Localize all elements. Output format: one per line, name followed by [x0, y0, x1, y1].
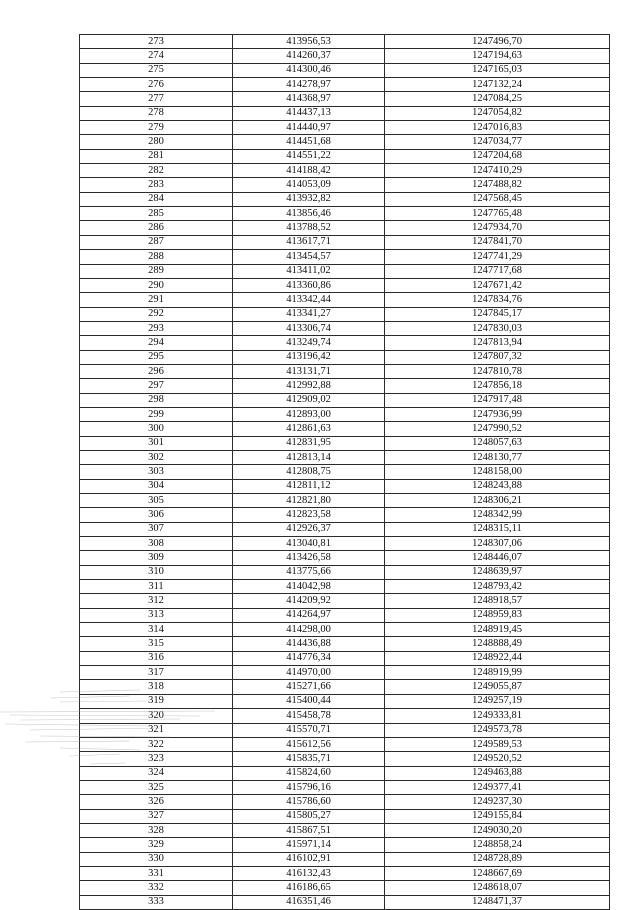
- y-coordinate-cell: 1248728,89: [385, 852, 610, 866]
- table-row: [80, 235, 610, 249]
- point-number-cell: 292: [80, 307, 233, 321]
- point-number-cell: 321: [80, 723, 233, 737]
- x-coordinate-cell: 415835,71: [233, 752, 385, 766]
- point-number-cell: 285: [80, 207, 233, 221]
- table-row: [80, 479, 610, 493]
- x-coordinate-cell: 415271,66: [233, 680, 385, 694]
- point-number-cell: 308: [80, 537, 233, 551]
- x-coordinate-cell: 413411,02: [233, 264, 385, 278]
- table-row: [80, 207, 610, 221]
- point-number-cell: 318: [80, 680, 233, 694]
- table-row: [80, 450, 610, 464]
- point-number-cell: 328: [80, 823, 233, 837]
- y-coordinate-cell: 1248918,57: [385, 594, 610, 608]
- table-row: [80, 321, 610, 335]
- y-coordinate-cell: 1248888,49: [385, 637, 610, 651]
- table-row: [80, 565, 610, 579]
- y-coordinate-cell: 1249377,41: [385, 780, 610, 794]
- x-coordinate-cell: 415805,27: [233, 809, 385, 823]
- x-coordinate-cell: 414551,22: [233, 149, 385, 163]
- point-number-cell: 287: [80, 235, 233, 249]
- table-row: [80, 580, 610, 594]
- x-coordinate-cell: 414776,34: [233, 651, 385, 665]
- y-coordinate-cell: 1248057,63: [385, 436, 610, 450]
- x-coordinate-cell: 412811,12: [233, 479, 385, 493]
- x-coordinate-cell: 414209,92: [233, 594, 385, 608]
- table-row: [80, 594, 610, 608]
- table-row: [80, 35, 610, 49]
- table-row: [80, 866, 610, 880]
- x-coordinate-cell: 414970,00: [233, 666, 385, 680]
- table-row: [80, 852, 610, 866]
- point-number-cell: 325: [80, 780, 233, 794]
- x-coordinate-cell: 413306,74: [233, 321, 385, 335]
- table-row: [80, 264, 610, 278]
- point-number-cell: 282: [80, 164, 233, 178]
- point-number-cell: 275: [80, 63, 233, 77]
- x-coordinate-cell: 414437,13: [233, 106, 385, 120]
- table-row: [80, 364, 610, 378]
- y-coordinate-cell: 1247917,48: [385, 393, 610, 407]
- table-row: [80, 221, 610, 235]
- y-coordinate-cell: 1248639,97: [385, 565, 610, 579]
- y-coordinate-cell: 1247856,18: [385, 379, 610, 393]
- table-row: [80, 336, 610, 350]
- x-coordinate-cell: 412893,00: [233, 407, 385, 421]
- table-row: [80, 407, 610, 421]
- table-row: [80, 838, 610, 852]
- point-number-cell: 291: [80, 293, 233, 307]
- y-coordinate-cell: 1249520,52: [385, 752, 610, 766]
- x-coordinate-cell: 412926,37: [233, 522, 385, 536]
- y-coordinate-cell: 1248158,00: [385, 465, 610, 479]
- point-number-cell: 298: [80, 393, 233, 407]
- point-number-cell: 322: [80, 737, 233, 751]
- x-coordinate-cell: 413341,27: [233, 307, 385, 321]
- y-coordinate-cell: 1247990,52: [385, 422, 610, 436]
- y-coordinate-cell: 1248922,44: [385, 651, 610, 665]
- point-number-cell: 274: [80, 49, 233, 63]
- point-number-cell: 293: [80, 321, 233, 335]
- x-coordinate-cell: 416102,91: [233, 852, 385, 866]
- point-number-cell: 283: [80, 178, 233, 192]
- y-coordinate-cell: 1249257,19: [385, 694, 610, 708]
- point-number-cell: 302: [80, 450, 233, 464]
- point-number-cell: 312: [80, 594, 233, 608]
- point-number-cell: 311: [80, 580, 233, 594]
- x-coordinate-cell: 413360,86: [233, 278, 385, 292]
- x-coordinate-cell: 412831,95: [233, 436, 385, 450]
- point-number-cell: 320: [80, 709, 233, 723]
- point-number-cell: 286: [80, 221, 233, 235]
- table-row: [80, 881, 610, 895]
- x-coordinate-cell: 415400,44: [233, 694, 385, 708]
- x-coordinate-cell: 414042,98: [233, 580, 385, 594]
- y-coordinate-cell: 1249030,20: [385, 823, 610, 837]
- table-row: [80, 78, 610, 92]
- x-coordinate-cell: 416132,43: [233, 866, 385, 880]
- y-coordinate-cell: 1248919,99: [385, 666, 610, 680]
- x-coordinate-cell: 413131,71: [233, 364, 385, 378]
- table-row: [80, 494, 610, 508]
- y-coordinate-cell: 1247830,03: [385, 321, 610, 335]
- table-row: [80, 795, 610, 809]
- stamp-smudge: [0, 684, 215, 784]
- y-coordinate-cell: 1247807,32: [385, 350, 610, 364]
- point-number-cell: 307: [80, 522, 233, 536]
- x-coordinate-cell: 414278,97: [233, 78, 385, 92]
- x-coordinate-cell: 415824,60: [233, 766, 385, 780]
- x-coordinate-cell: 415867,51: [233, 823, 385, 837]
- table-row: [80, 465, 610, 479]
- y-coordinate-cell: 1247054,82: [385, 106, 610, 120]
- y-coordinate-cell: 1247841,70: [385, 235, 610, 249]
- point-number-cell: 314: [80, 623, 233, 637]
- point-number-cell: 276: [80, 78, 233, 92]
- y-coordinate-cell: 1248919,45: [385, 623, 610, 637]
- x-coordinate-cell: 414440,97: [233, 121, 385, 135]
- x-coordinate-cell: 412808,75: [233, 465, 385, 479]
- point-number-cell: 310: [80, 565, 233, 579]
- point-number-cell: 305: [80, 494, 233, 508]
- table-row: [80, 106, 610, 120]
- y-coordinate-cell: 1247488,82: [385, 178, 610, 192]
- y-coordinate-cell: 1248618,07: [385, 881, 610, 895]
- x-coordinate-cell: 413956,53: [233, 35, 385, 49]
- point-number-cell: 323: [80, 752, 233, 766]
- x-coordinate-cell: 415570,71: [233, 723, 385, 737]
- y-coordinate-cell: 1247813,94: [385, 336, 610, 350]
- y-coordinate-cell: 1249333,81: [385, 709, 610, 723]
- point-number-cell: 289: [80, 264, 233, 278]
- table-row: [80, 278, 610, 292]
- point-number-cell: 317: [80, 666, 233, 680]
- y-coordinate-cell: 1247765,48: [385, 207, 610, 221]
- table-row: [80, 164, 610, 178]
- x-coordinate-cell: 414188,42: [233, 164, 385, 178]
- table-row: [80, 623, 610, 637]
- point-number-cell: 330: [80, 852, 233, 866]
- point-number-cell: 333: [80, 895, 233, 909]
- table-row: [80, 393, 610, 407]
- x-coordinate-cell: 414368,97: [233, 92, 385, 106]
- x-coordinate-cell: 413040,81: [233, 537, 385, 551]
- table-row: [80, 422, 610, 436]
- table-row: [80, 666, 610, 680]
- x-coordinate-cell: 414053,09: [233, 178, 385, 192]
- y-coordinate-cell: 1247132,24: [385, 78, 610, 92]
- point-number-cell: 304: [80, 479, 233, 493]
- point-number-cell: 316: [80, 651, 233, 665]
- point-number-cell: 280: [80, 135, 233, 149]
- x-coordinate-cell: 416186,65: [233, 881, 385, 895]
- y-coordinate-cell: 1249155,84: [385, 809, 610, 823]
- table-row: [80, 651, 610, 665]
- y-coordinate-cell: 1249589,53: [385, 737, 610, 751]
- y-coordinate-cell: 1247671,42: [385, 278, 610, 292]
- table-row: [80, 608, 610, 622]
- table-row: [80, 537, 610, 551]
- y-coordinate-cell: 1248342,99: [385, 508, 610, 522]
- y-coordinate-cell: 1247845,17: [385, 307, 610, 321]
- table-row: [80, 350, 610, 364]
- point-number-cell: 297: [80, 379, 233, 393]
- x-coordinate-cell: 412813,14: [233, 450, 385, 464]
- point-number-cell: 281: [80, 149, 233, 163]
- x-coordinate-cell: 413617,71: [233, 235, 385, 249]
- x-coordinate-cell: 414260,37: [233, 49, 385, 63]
- y-coordinate-cell: 1248858,24: [385, 838, 610, 852]
- x-coordinate-cell: 412909,02: [233, 393, 385, 407]
- x-coordinate-cell: 412992,88: [233, 379, 385, 393]
- y-coordinate-cell: 1248793,42: [385, 580, 610, 594]
- x-coordinate-cell: 415612,56: [233, 737, 385, 751]
- x-coordinate-cell: 415971,14: [233, 838, 385, 852]
- y-coordinate-cell: 1247496,70: [385, 35, 610, 49]
- table-row: [80, 551, 610, 565]
- x-coordinate-cell: 413788,52: [233, 221, 385, 235]
- y-coordinate-cell: 1247194,63: [385, 49, 610, 63]
- y-coordinate-cell: 1247934,70: [385, 221, 610, 235]
- table-row: [80, 92, 610, 106]
- y-coordinate-cell: 1248471,37: [385, 895, 610, 909]
- point-number-cell: 300: [80, 422, 233, 436]
- table-row: [80, 49, 610, 63]
- table-row: [80, 637, 610, 651]
- point-number-cell: 294: [80, 336, 233, 350]
- point-number-cell: 306: [80, 508, 233, 522]
- point-number-cell: 309: [80, 551, 233, 565]
- point-number-cell: 278: [80, 106, 233, 120]
- table-row: [80, 895, 610, 909]
- y-coordinate-cell: 1248130,77: [385, 450, 610, 464]
- x-coordinate-cell: 413249,74: [233, 336, 385, 350]
- table-row: [80, 63, 610, 77]
- table-row: [80, 809, 610, 823]
- y-coordinate-cell: 1249055,87: [385, 680, 610, 694]
- point-number-cell: 303: [80, 465, 233, 479]
- point-number-cell: 299: [80, 407, 233, 421]
- y-coordinate-cell: 1247204,68: [385, 149, 610, 163]
- x-coordinate-cell: 414298,00: [233, 623, 385, 637]
- x-coordinate-cell: 415786,60: [233, 795, 385, 809]
- table-row: [80, 250, 610, 264]
- point-number-cell: 284: [80, 192, 233, 206]
- table-row: [80, 823, 610, 837]
- x-coordinate-cell: 413932,82: [233, 192, 385, 206]
- y-coordinate-cell: 1247810,78: [385, 364, 610, 378]
- x-coordinate-cell: 415796,16: [233, 780, 385, 794]
- x-coordinate-cell: 412823,58: [233, 508, 385, 522]
- x-coordinate-cell: 412821,80: [233, 494, 385, 508]
- table-row: [80, 508, 610, 522]
- x-coordinate-cell: 413426,58: [233, 551, 385, 565]
- x-coordinate-cell: 414264,97: [233, 608, 385, 622]
- x-coordinate-cell: 416351,46: [233, 895, 385, 909]
- y-coordinate-cell: 1248243,88: [385, 479, 610, 493]
- y-coordinate-cell: 1247936,99: [385, 407, 610, 421]
- point-number-cell: 332: [80, 881, 233, 895]
- y-coordinate-cell: 1248959,83: [385, 608, 610, 622]
- y-coordinate-cell: 1247084,25: [385, 92, 610, 106]
- point-number-cell: 273: [80, 35, 233, 49]
- y-coordinate-cell: 1247034,77: [385, 135, 610, 149]
- point-number-cell: 290: [80, 278, 233, 292]
- table-row: [80, 293, 610, 307]
- y-coordinate-cell: 1248667,69: [385, 866, 610, 880]
- point-number-cell: 277: [80, 92, 233, 106]
- x-coordinate-cell: 414300,46: [233, 63, 385, 77]
- x-coordinate-cell: 413196,42: [233, 350, 385, 364]
- table-row: [80, 192, 610, 206]
- x-coordinate-cell: 414451,68: [233, 135, 385, 149]
- point-number-cell: 295: [80, 350, 233, 364]
- table-row: [80, 436, 610, 450]
- table-row: [80, 522, 610, 536]
- point-number-cell: 315: [80, 637, 233, 651]
- table-row: [80, 307, 610, 321]
- x-coordinate-cell: 415458,78: [233, 709, 385, 723]
- y-coordinate-cell: 1247741,29: [385, 250, 610, 264]
- y-coordinate-cell: 1247165,03: [385, 63, 610, 77]
- point-number-cell: 329: [80, 838, 233, 852]
- y-coordinate-cell: 1248307,06: [385, 537, 610, 551]
- table-row: [80, 121, 610, 135]
- point-number-cell: 288: [80, 250, 233, 264]
- x-coordinate-cell: 413856,46: [233, 207, 385, 221]
- x-coordinate-cell: 413454,57: [233, 250, 385, 264]
- y-coordinate-cell: 1247834,76: [385, 293, 610, 307]
- point-number-cell: 319: [80, 694, 233, 708]
- table-row: [80, 149, 610, 163]
- point-number-cell: 279: [80, 121, 233, 135]
- y-coordinate-cell: 1247410,29: [385, 164, 610, 178]
- y-coordinate-cell: 1247717,68: [385, 264, 610, 278]
- point-number-cell: 324: [80, 766, 233, 780]
- point-number-cell: 313: [80, 608, 233, 622]
- y-coordinate-cell: 1249237,30: [385, 795, 610, 809]
- point-number-cell: 326: [80, 795, 233, 809]
- table-row: [80, 135, 610, 149]
- y-coordinate-cell: 1249463,88: [385, 766, 610, 780]
- x-coordinate-cell: 412861,63: [233, 422, 385, 436]
- y-coordinate-cell: 1247568,45: [385, 192, 610, 206]
- y-coordinate-cell: 1248315,11: [385, 522, 610, 536]
- x-coordinate-cell: 413342,44: [233, 293, 385, 307]
- y-coordinate-cell: 1248306,21: [385, 494, 610, 508]
- y-coordinate-cell: 1247016,83: [385, 121, 610, 135]
- point-number-cell: 327: [80, 809, 233, 823]
- table-row: [80, 178, 610, 192]
- point-number-cell: 296: [80, 364, 233, 378]
- point-number-cell: 331: [80, 866, 233, 880]
- y-coordinate-cell: 1248446,07: [385, 551, 610, 565]
- x-coordinate-cell: 414436,88: [233, 637, 385, 651]
- point-number-cell: 301: [80, 436, 233, 450]
- y-coordinate-cell: 1249573,78: [385, 723, 610, 737]
- table-row: [80, 379, 610, 393]
- x-coordinate-cell: 413775,66: [233, 565, 385, 579]
